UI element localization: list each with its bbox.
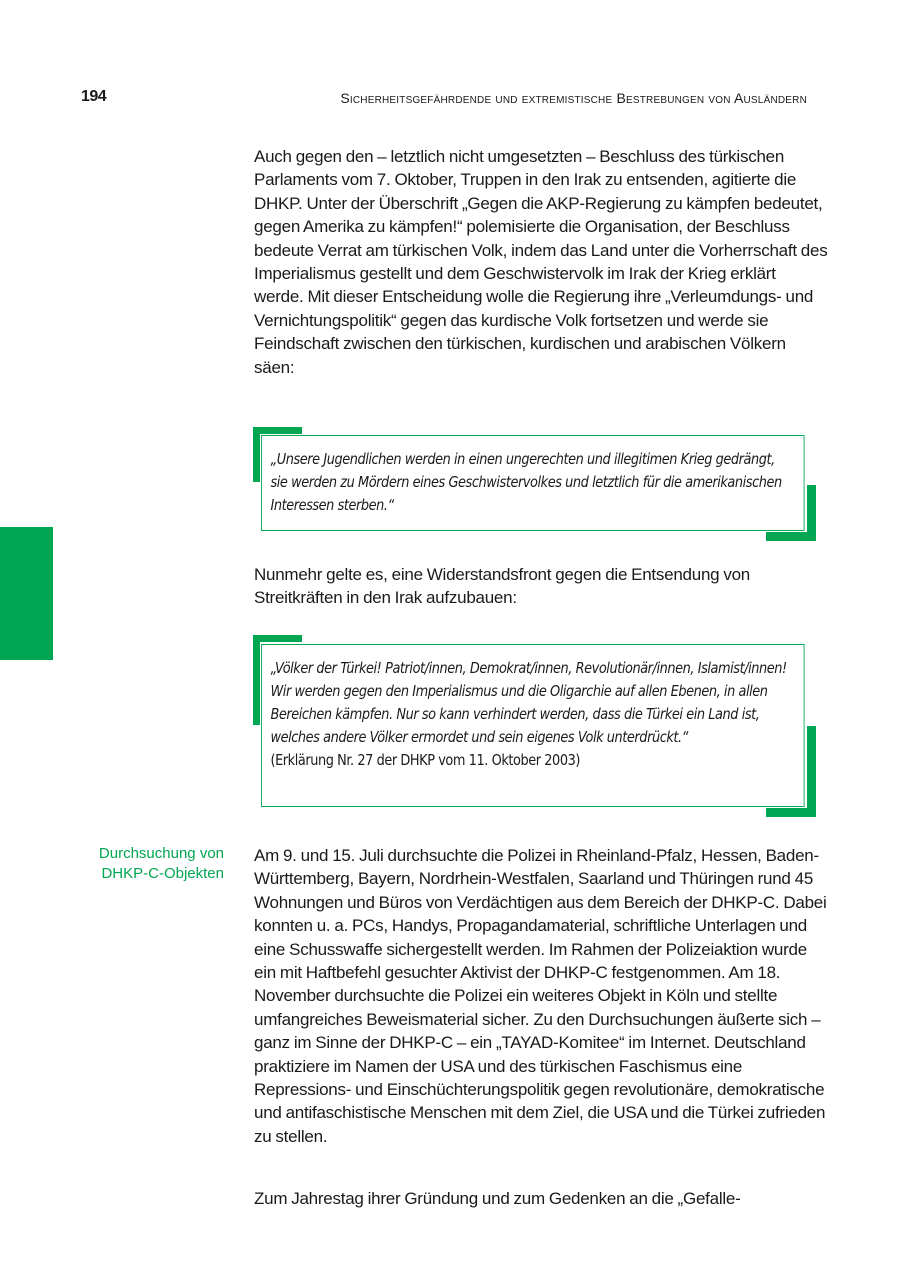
quote-accent-left <box>253 427 260 482</box>
quote-text: „Unsere Jugendlichen werden in einen ungerechten und illegitimen Krieg gedrängt, sie werden zu Mördern eines Geschwistervolkes und letztlich für die amerikanischen Interessen sterben.“ <box>270 450 782 514</box>
quote-accent-top-left <box>253 635 302 642</box>
paragraph-resistance-front: Nunmehr gelte es, eine Widerstandsfront gegen die Entsendung von Streitkräften in den Irak aufzubauen: <box>254 565 750 608</box>
paragraph-parliament-decision: Auch gegen den – letztlich nicht umgesetzten – Beschluss des türkischen Parlaments vom 7. Oktober, Truppen in den Irak zu entsenden, agitierte die DHKP. Unter der Überschrift „Gegen die AKP-Regierung zu kämpfen bedeutet, gegen Amerika zu kämpfen!“ polemisierte die Organisation, der Beschluss bedeute Verrat am türkischen Volk, indem das Land unter die Vorherrschaft des Imperialismus gestellt und dem Geschwistervolk im Irak der Krieg erklärt werde. Mit dieser Entscheidung wolle die Regierung ihre „Verleumdungs- und Vernichtungspolitik“ gegen das kurdische Volk fortsetzen und werde sie Feindschaft zwischen den türkischen, kurdischen und arabischen Völkern säen: <box>254 147 828 377</box>
quote-accent-bottom-right <box>766 808 816 817</box>
quote-accent-right <box>807 726 816 817</box>
paragraph-anniversary: Zum Jahrestag ihrer Gründung und zum Gedenken an die „Gefalle- <box>254 1189 741 1208</box>
quote-accent-left <box>253 635 260 725</box>
margin-note-searches: Durchsuchung von DHKP-C-Objekten <box>98 845 224 882</box>
page-number: 194 <box>81 88 107 105</box>
paragraph-police-searches: Am 9. und 15. Juli durchsuchte die Polizei in Rheinland-Pfalz, Hessen, Baden-Württemberg, Bayern, Nordrhein-Westfalen, Saarland und Thüringen rund 45 Wohnungen und Büros von Verdächtigen aus dem Bereich der DHKP-C. Dabei konnten u. a. PCs, Handys, Propagandamaterial, schriftliche Unterlagen und eine Schusswaffe sichergestellt werden. Im Rahmen der Polizeiaktion wurde ein mit Haftbefehl gesuchter Aktivist der DHKP-C festgenommen. Am 18. November durchsuchte die Polizei ein weiteres Objekt in Köln und stellte umfangreiches Beweismaterial sicher. Zu den Durchsuchungen äußerte sich – ganz im Sinne der DHKP-C – ein „TAYAD-Komitee“ im Internet. Deutschland praktiziere im Namen der USA und des türkischen Faschismus eine Repressions- und Einschüchterungspolitik gegen revolutionäre, demokratische und antifaschistische Menschen mit dem Ziel, die USA und die Türkei zufrieden zu stellen. <box>254 846 827 1146</box>
quote-box <box>261 435 805 531</box>
quote-source: (Erklärung Nr. 27 der DHKP vom 11. Oktober 2003) <box>270 751 580 769</box>
quote-text: „Völker der Türkei! Patriot/innen, Demokrat/innen, Revolutionär/innen, Islamist/innen! Wir werden gegen den Imperialismus und die Oligarchie auf allen Ebenen, in allen Bereichen kämpfen. Nur so kann verhindert werden, dass die Türkei ein Land ist, welches andere Völker ermordet und sein eigenes Volk unterdrückt.“ <box>270 659 787 746</box>
running-title: Sicherheitsgefährdende und extremistische Bestrebungen von Ausländern <box>340 90 807 106</box>
quote-box <box>261 644 805 807</box>
quote-accent-bottom-right <box>766 532 816 541</box>
quote-accent-top-left <box>253 427 302 434</box>
side-tab-marker <box>0 527 53 660</box>
